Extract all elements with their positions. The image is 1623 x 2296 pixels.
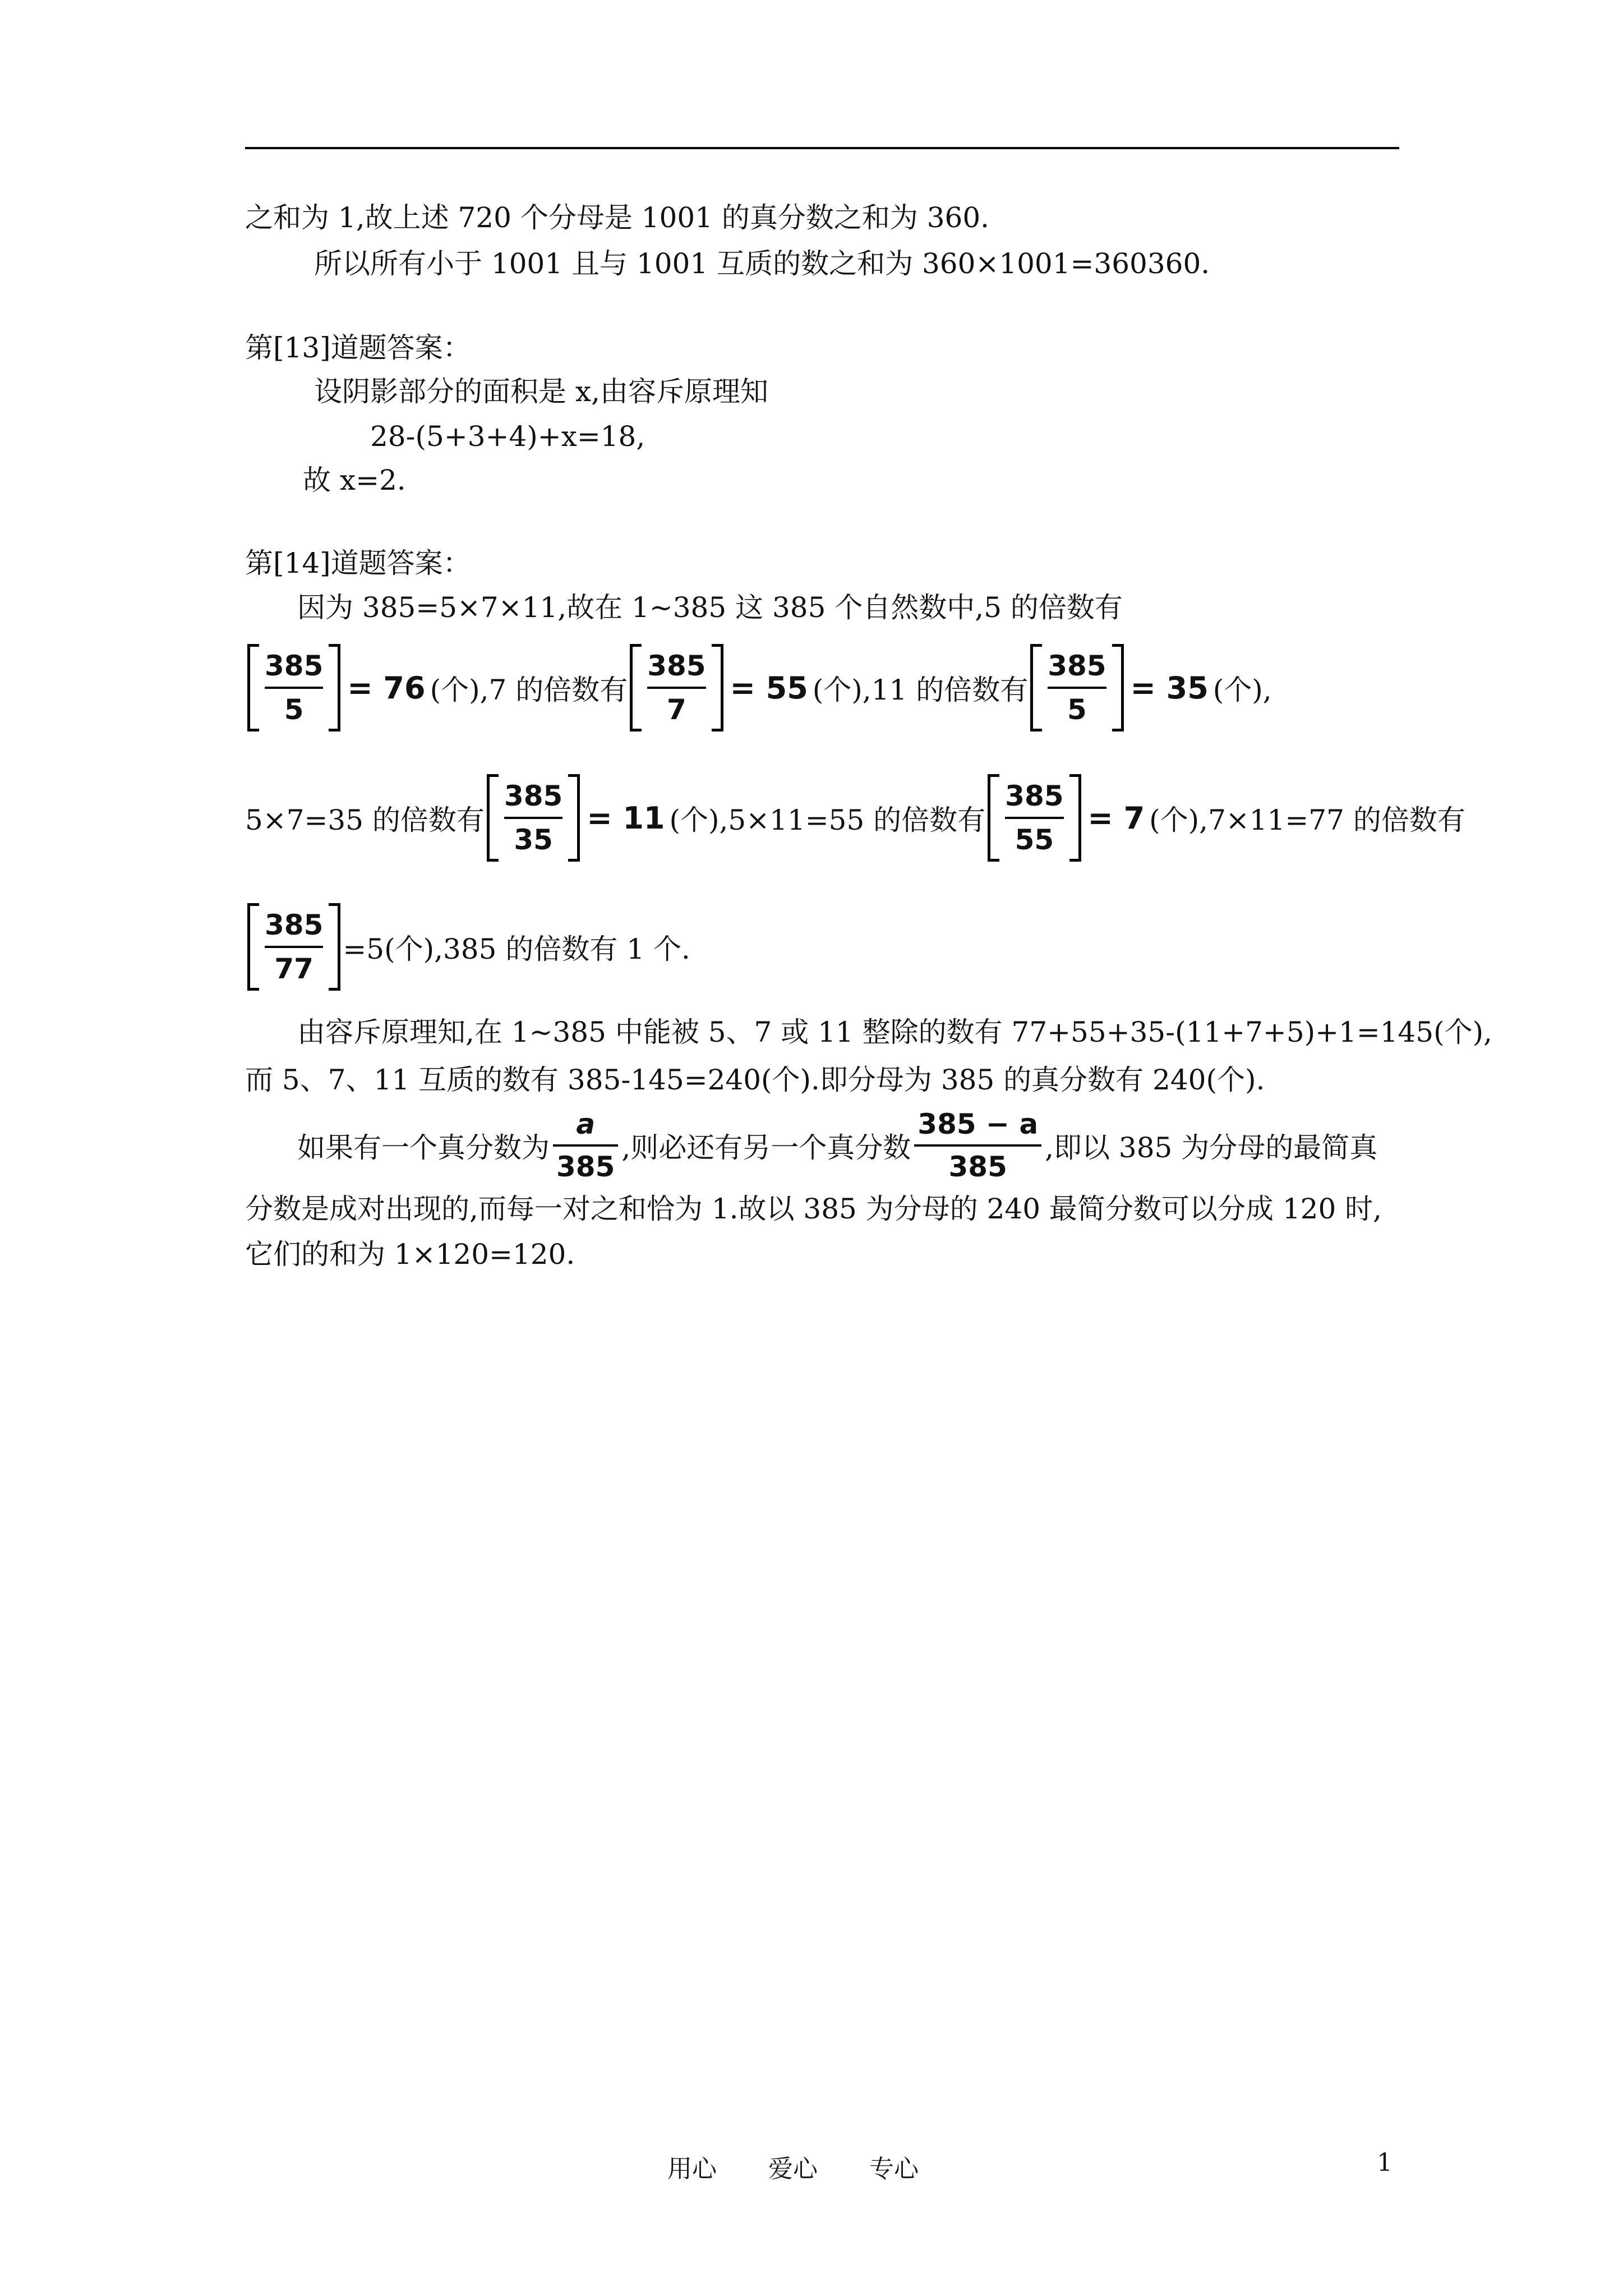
text-line: 之和为 1,故上述 720 个分母是 1001 的真分数之和为 360. xyxy=(245,201,990,234)
text-span: ,即以 385 为分母的最简真 xyxy=(1045,1131,1378,1164)
floor-fraction xyxy=(247,644,340,731)
left-bracket xyxy=(1030,644,1042,731)
fraction-denominator: 5 xyxy=(284,693,304,726)
fraction-result: = 76 xyxy=(347,670,426,706)
fraction-numerator: 385 xyxy=(504,780,563,812)
text-span: ,则必还有另一个真分数 xyxy=(621,1131,911,1164)
right-bracket xyxy=(329,903,340,991)
floor-fraction xyxy=(630,644,723,731)
text-span: =5(个),385 的倍数有 1 个. xyxy=(343,933,690,965)
left-bracket xyxy=(988,774,999,862)
text-line: 它们的和为 1×120=120. xyxy=(245,1238,575,1271)
fraction-numerator: 385 xyxy=(1005,780,1064,812)
left-bracket xyxy=(247,644,259,731)
footer-text: 专心 xyxy=(869,2155,919,2183)
fraction-result: = 55 xyxy=(730,670,808,706)
fraction-numerator: 385 xyxy=(265,650,324,682)
fraction-bar xyxy=(1048,687,1106,689)
text-line: 因为 385=5×7×11,故在 1~385 这 385 个自然数中,5 的倍数有 xyxy=(297,591,1123,624)
floor-fraction xyxy=(487,774,580,862)
fraction-numerator: 385 xyxy=(1048,650,1106,682)
inline-fraction xyxy=(553,1106,618,1185)
fraction-numerator: 385 xyxy=(265,909,324,941)
text-line: 分数是成对出现的,而每一对之和恰为 1.故以 385 为分母的 240 最简分数可以分成 120 时, xyxy=(245,1193,1382,1225)
inline-fraction xyxy=(914,1106,1041,1185)
footer-text: 用心 xyxy=(667,2155,717,2183)
fraction-bar xyxy=(265,687,323,689)
fraction-denominator: 385 xyxy=(556,1151,615,1183)
text-span: (个),7 的倍数有 xyxy=(430,674,628,706)
equation-row-2 xyxy=(245,774,1465,862)
equation-line: 28-(5+3+4)+x=18, xyxy=(370,420,645,453)
fraction-numerator: 385 − a xyxy=(917,1108,1039,1140)
text-span: (个), xyxy=(1212,674,1272,706)
fraction-result: = 7 xyxy=(1087,800,1145,836)
fraction-denominator: 7 xyxy=(666,693,686,726)
fraction-bar xyxy=(1005,817,1063,819)
floor-fraction xyxy=(1030,644,1123,731)
fraction-denominator: 385 xyxy=(948,1151,1007,1183)
fraction-bar xyxy=(504,817,562,819)
text-line: 所以所有小于 1001 且与 1001 互质的数之和为 360×1001=360360. xyxy=(314,247,1210,280)
left-bracket xyxy=(247,903,259,991)
text-span: (个),5×11=55 的倍数有 xyxy=(669,804,986,836)
fraction-result: = 35 xyxy=(1130,670,1209,706)
fraction-bar xyxy=(647,687,706,689)
fraction-denominator: 55 xyxy=(1015,823,1054,856)
floor-fraction xyxy=(988,774,1081,862)
text-span: 如果有一个真分数为 xyxy=(297,1131,550,1164)
text-line: 而 5、7、11 互质的数有 385-145=240(个).即分母为 385 的真分数有 240(个). xyxy=(245,1064,1265,1096)
section-heading-13: 第[13]道题答案： xyxy=(245,332,471,364)
right-bracket xyxy=(329,644,340,731)
header-rule xyxy=(245,147,1399,149)
fraction-denominator: 5 xyxy=(1067,693,1087,726)
fraction-bar xyxy=(553,1144,618,1147)
equation-row-3 xyxy=(245,903,690,991)
left-bracket xyxy=(487,774,499,862)
fraction-bar xyxy=(914,1144,1041,1147)
floor-fraction xyxy=(247,903,340,991)
right-bracket xyxy=(1112,644,1124,731)
right-bracket xyxy=(568,774,580,862)
left-bracket xyxy=(630,644,642,731)
text-line: 故 x=2. xyxy=(303,464,406,496)
right-bracket xyxy=(712,644,723,731)
fraction-result: = 11 xyxy=(587,800,665,836)
page-number: 1 xyxy=(1377,2148,1393,2177)
text-span: (个),7×11=77 的倍数有 xyxy=(1149,804,1465,836)
fraction-denominator: 77 xyxy=(274,953,313,985)
text-line: 设阴影部分的面积是 x,由容斥原理知 xyxy=(314,375,768,408)
section-heading-14: 第[14]道题答案： xyxy=(245,547,471,579)
text-span: (个),11 的倍数有 xyxy=(812,674,1029,706)
fraction-numerator: a xyxy=(576,1108,596,1140)
text-line-with-fractions xyxy=(297,1106,1377,1185)
text-line: 由容斥原理知,在 1~385 中能被 5、7 或 11 整除的数有 77+55+35-(11+7+5)+1=145(个), xyxy=(297,1016,1493,1048)
equation-row-1 xyxy=(245,644,1272,731)
footer-text: 爱心 xyxy=(768,2155,818,2183)
right-bracket xyxy=(1069,774,1081,862)
text-span: 5×7=35 的倍数有 xyxy=(245,804,485,836)
fraction-numerator: 385 xyxy=(647,650,706,682)
fraction-denominator: 35 xyxy=(514,823,553,856)
fraction-bar xyxy=(265,946,323,948)
